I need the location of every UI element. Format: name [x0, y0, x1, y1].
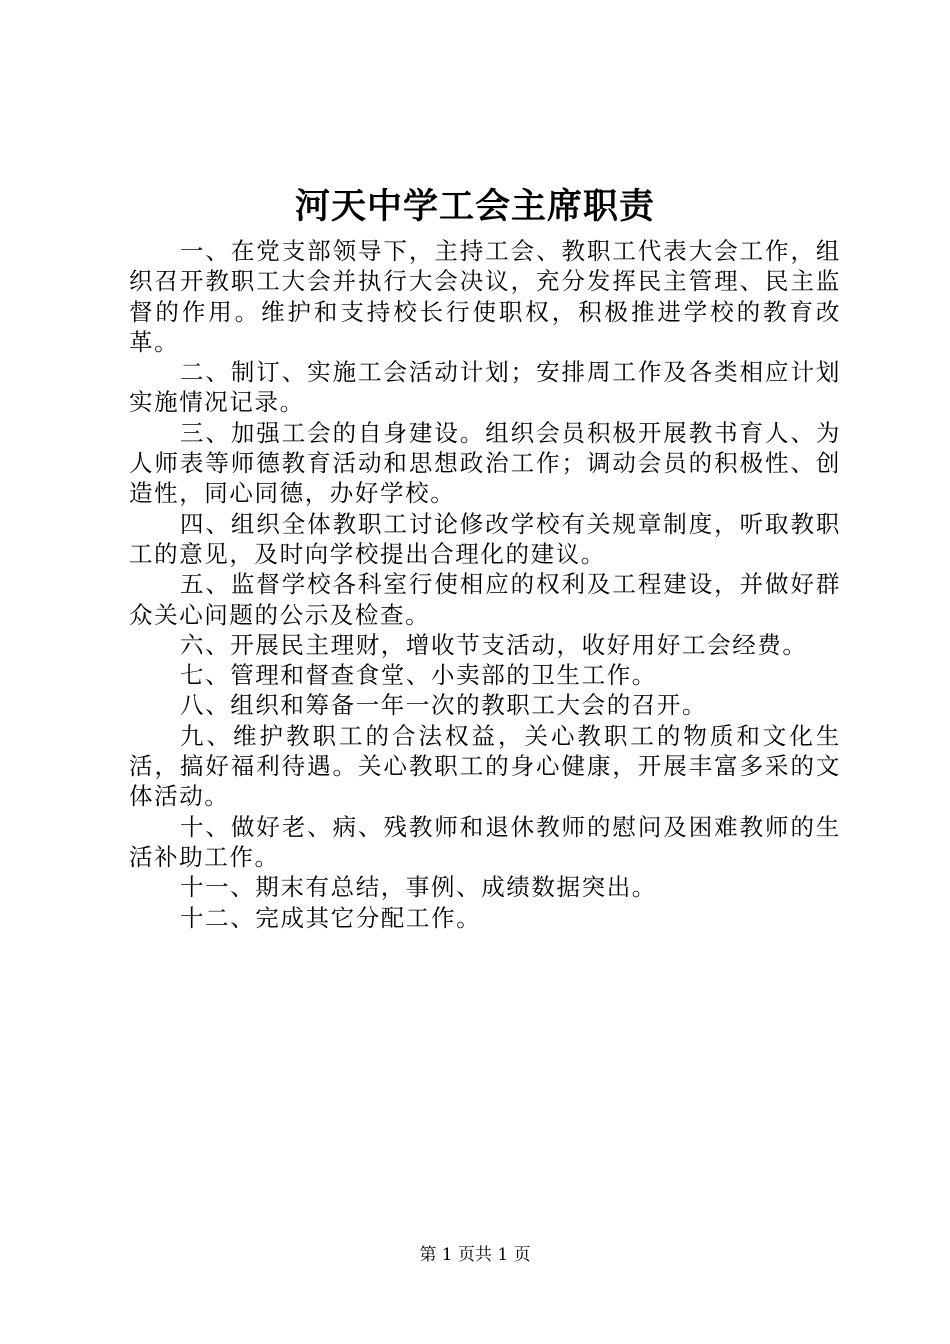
paragraph-8: 八、组织和筹备一年一次的教职工大会的召开。 — [180, 691, 708, 720]
paragraph-1: 一、在党支部领导下，主持工会、教职工代表大会工作，组织召开教职工大会并执行大会决议，充分发挥民主管理、民主监督的作用。维护和支持校长行使职权，积极推进学校的教育改革。 — [129, 237, 841, 356]
document-title: 河天中学工会主席职责 — [294, 186, 655, 227]
paragraph-5: 五、监督学校各科室行使相应的权利及工程建设，并做好群众关心问题的公示及检查。 — [129, 570, 841, 629]
paragraph-12: 十二、完成其它分配工作。 — [180, 903, 482, 932]
paragraph-4: 四、组织全体教职工讨论修改学校有关规章制度，听取教职工的意见，及时向学校提出合理化的建议。 — [129, 509, 841, 568]
page-total: 共 1 页 — [475, 1245, 531, 1265]
paragraph-11: 十一、期末有总结，事例、成绩数据突出。 — [180, 873, 657, 902]
page-number: 第 1 页 — [419, 1245, 475, 1265]
paragraph-6: 六、开展民主理财，增收节支活动，收好用好工会经费。 — [180, 630, 808, 659]
document-body — [129, 236, 841, 933]
paragraph-2: 二、制订、实施工会活动计划；安排周工作及各类相应计划实施情况记录。 — [129, 358, 841, 417]
page-footer — [0, 1243, 950, 1267]
paragraph-3: 三、加强工会的自身建设。组织会员积极开展教书育人、为人师表等师德教育活动和思想政治工作；调动会员的积极性、创造性，同心同德，办好学校。 — [129, 418, 841, 508]
paragraph-10: 十、做好老、病、残教师和退休教师的慰问及困难教师的生活补助工作。 — [129, 812, 841, 871]
paragraph-7: 七、管理和督查食堂、小卖部的卫生工作。 — [180, 661, 657, 690]
paragraph-9: 九、维护教职工的合法权益，关心教职工的物质和文化生活，搞好福利待遇。关心教职工的身心健康，开展丰富多采的文体活动。 — [129, 721, 841, 811]
